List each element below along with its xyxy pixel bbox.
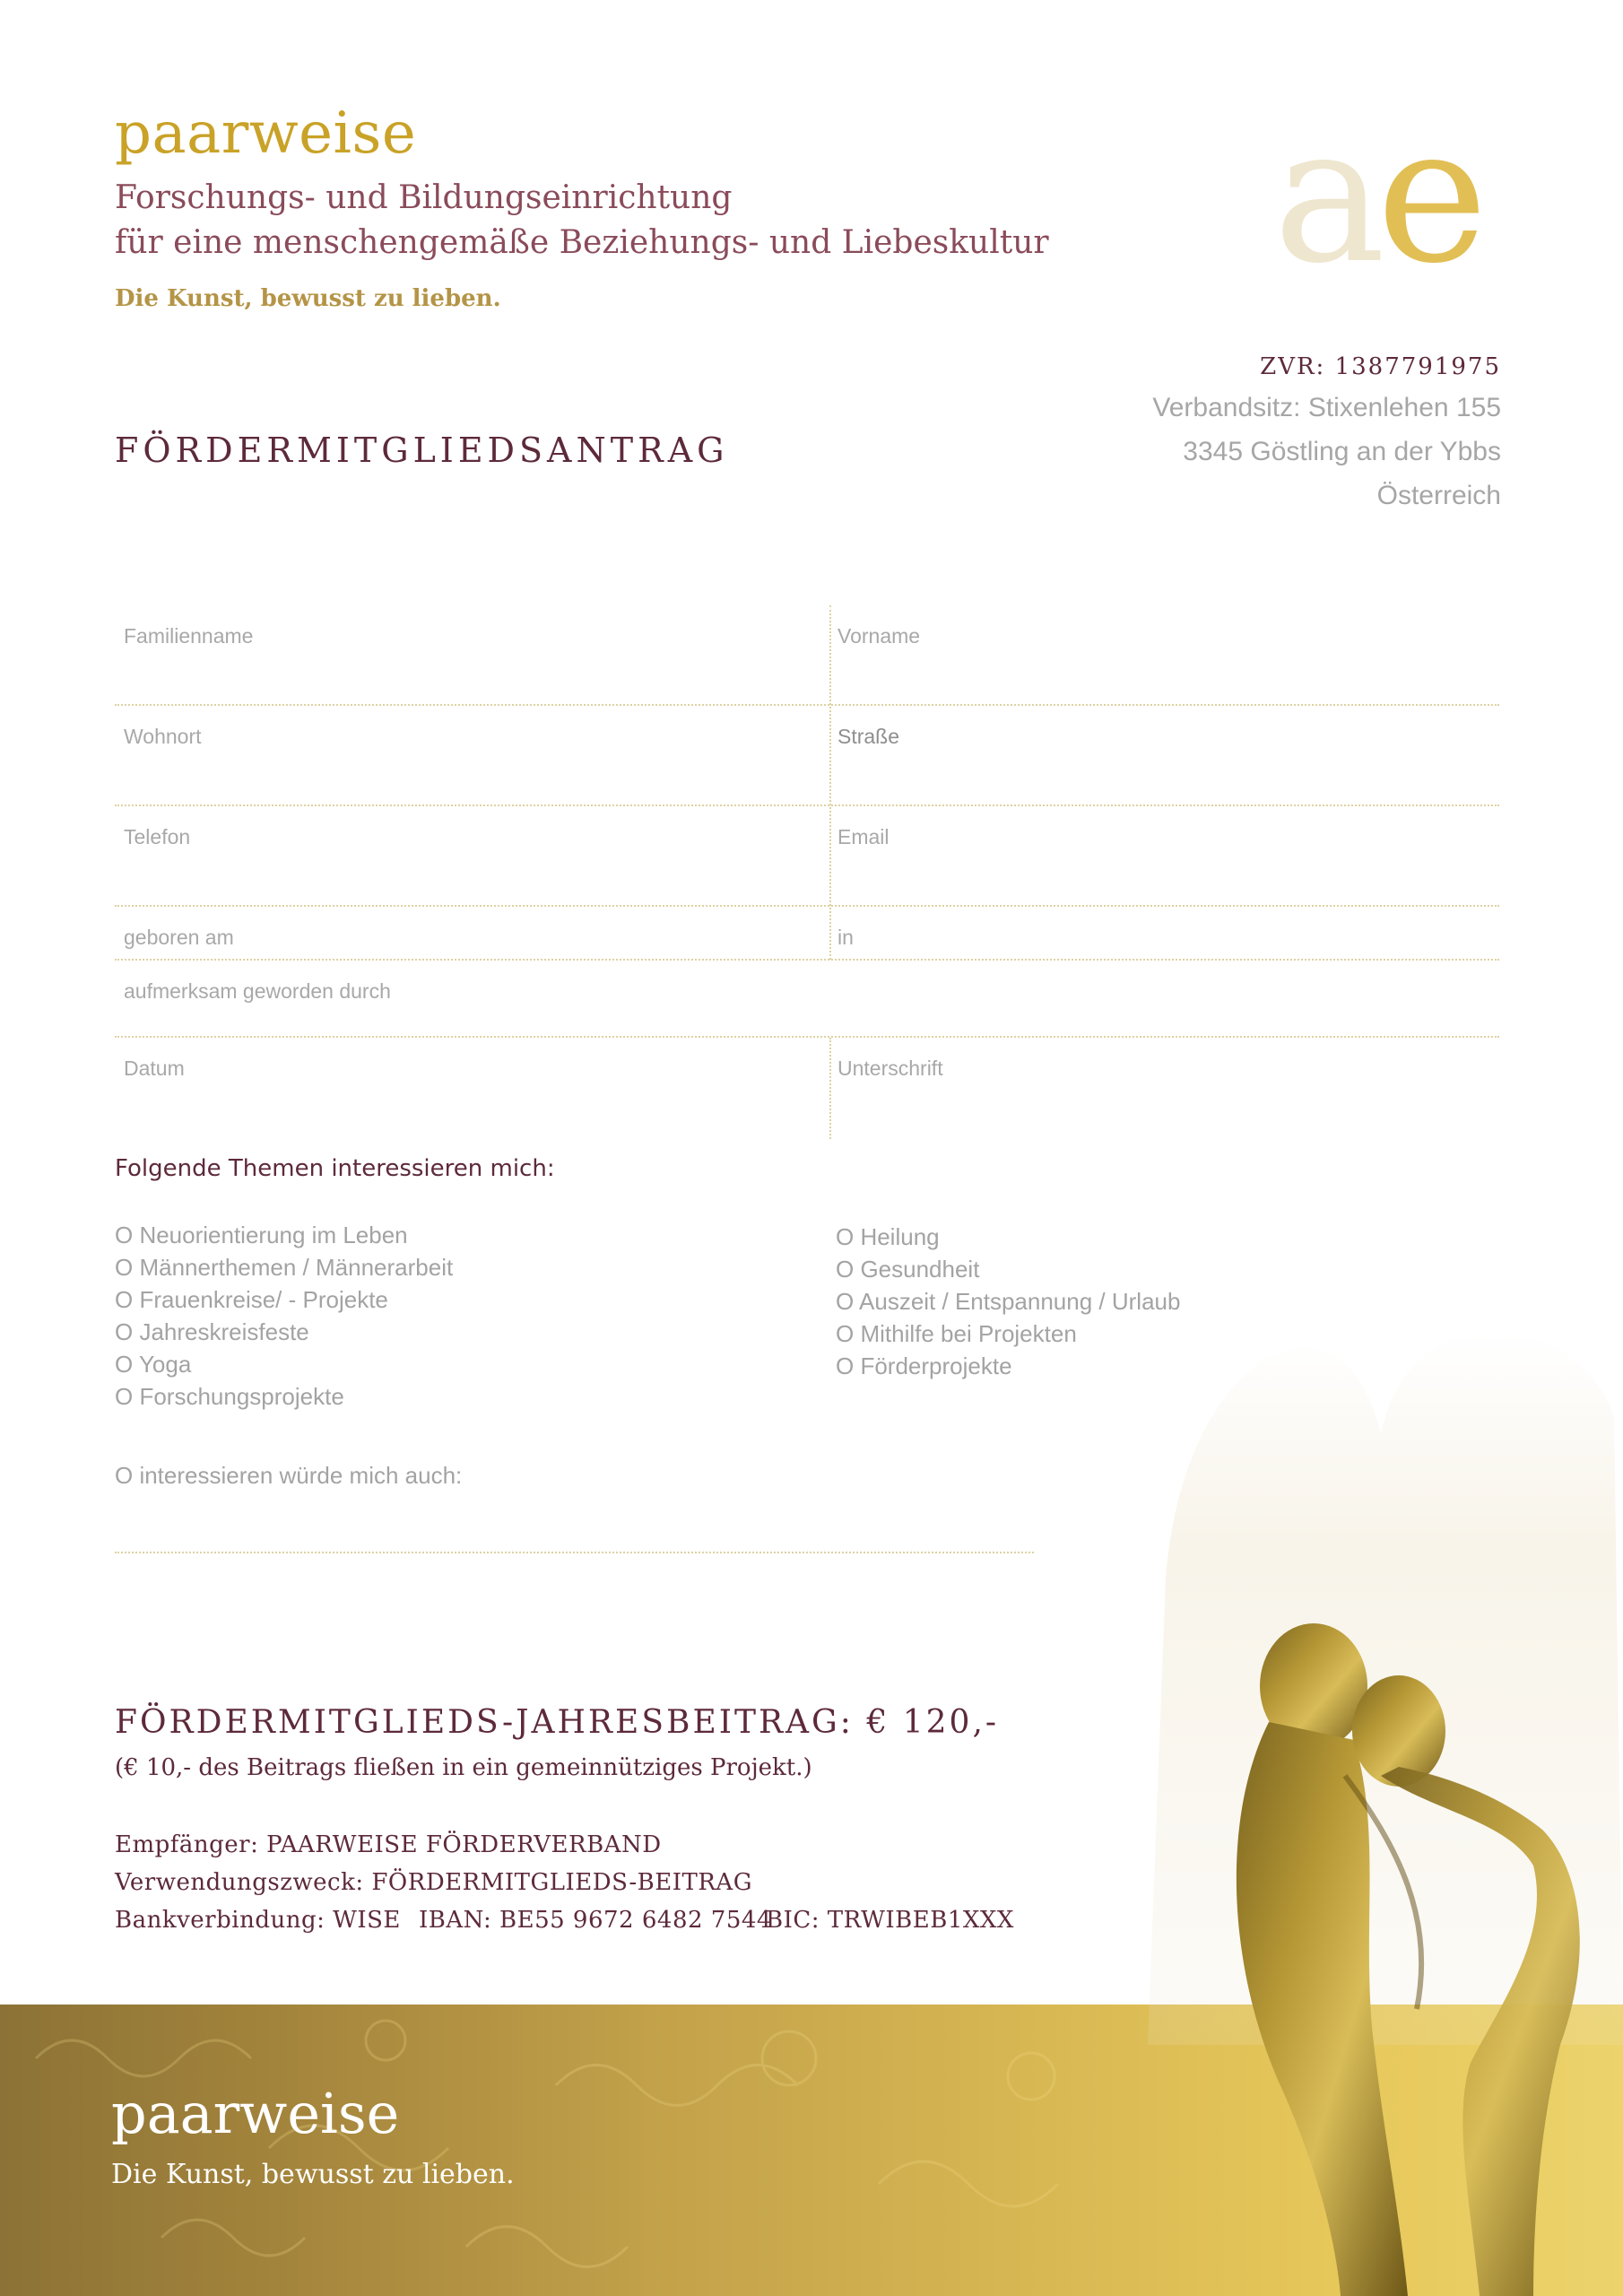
header-tagline: Die Kunst, bewusst zu lieben. [115, 285, 501, 312]
topic-checkbox[interactable]: O Förderprojekte [836, 1352, 1012, 1379]
form-line-5 [115, 1036, 1499, 1038]
topic-checkbox[interactable]: O Neuorientierung im Leben [115, 1222, 408, 1248]
bank-name: Bankverbindung: WISE [115, 1907, 401, 1934]
form-divider-vertical-bottom [829, 1038, 831, 1139]
topic-checkbox[interactable]: O Jahreskreisfeste [115, 1318, 309, 1345]
topic-other-checkbox[interactable]: O interessieren würde mich auch: [115, 1462, 463, 1489]
topic-other-input-line[interactable] [115, 1552, 1034, 1553]
footer-tagline: Die Kunst, bewusst zu lieben. [111, 2159, 515, 2190]
form-line-2 [115, 804, 1499, 806]
field-datum[interactable]: Datum [124, 1057, 185, 1080]
bank-recipient: Empfänger: PAARWEISE FÖRDERVERBAND [115, 1831, 662, 1858]
topic-checkbox[interactable]: O Männerthemen / Männerarbeit [115, 1254, 454, 1281]
subtitle-line-1: Forschungs- und Bildungseinrichtung [115, 179, 733, 216]
topic-checkbox[interactable]: O Heilung [836, 1223, 940, 1250]
topics-heading: Folgende Themen interessieren mich: [115, 1155, 555, 1182]
topic-checkbox[interactable]: O Frauenkreise/ - Projekte [115, 1286, 388, 1313]
topic-checkbox[interactable]: O Mithilfe bei Projekten [836, 1320, 1077, 1347]
svg-text:e: e [1376, 108, 1488, 287]
address-line-3: Österreich [1376, 481, 1501, 510]
fee-note: (€ 10,- des Beitrags fließen in ein gemeinnütziges Projekt.) [115, 1754, 812, 1781]
bank-purpose: Verwendungszweck: FÖRDERMITGLIEDS-BEITRAG [115, 1869, 752, 1896]
bank-bic: BIC: TRWIBEB1XXX [766, 1907, 1014, 1934]
topic-checkbox[interactable]: O Yoga [115, 1351, 192, 1378]
form-line-1 [115, 704, 1499, 706]
field-geburtsort[interactable]: in [838, 926, 854, 949]
address-line-1: Verbandsitz: Stixenlehen 155 [1152, 393, 1501, 422]
field-email[interactable]: Email [838, 825, 890, 848]
field-vorname[interactable]: Vorname [838, 624, 921, 648]
bank-iban: IBAN: BE55 9672 6482 7544 [419, 1907, 772, 1934]
subtitle-line-2: für eine menschengemäße Beziehungs- und Liebeskultur [115, 224, 1049, 261]
field-telefon[interactable]: Telefon [124, 825, 191, 848]
form-title: FÖRDERMITGLIEDSANTRAG [115, 430, 729, 470]
fee-title: FÖRDERMITGLIEDS-JAHRESBEITRAG: € 120,- [115, 1704, 1000, 1741]
svg-text:a: a [1273, 108, 1386, 287]
form-line-3 [115, 905, 1499, 907]
field-geboren-am[interactable]: geboren am [124, 926, 234, 949]
field-unterschrift[interactable]: Unterschrift [838, 1057, 943, 1080]
field-strasse[interactable]: Straße [838, 725, 900, 748]
ae-monogram-logo-icon [1273, 108, 1506, 287]
address-line-2: 3345 Göstling an der Ybbs [1183, 437, 1501, 466]
footer-brand: paarweise [111, 2081, 400, 2146]
form-line-4 [115, 959, 1499, 961]
topic-checkbox[interactable]: O Auszeit / Entspannung / Urlaub [836, 1288, 1181, 1315]
field-wohnort[interactable]: Wohnort [124, 725, 202, 748]
embracing-couple-sculpture-icon [1112, 1238, 1623, 2296]
zvr-number: ZVR: 1387791975 [1260, 353, 1501, 380]
brand-title: paarweise [115, 100, 417, 167]
topic-checkbox[interactable]: O Gesundheit [836, 1256, 980, 1283]
topic-checkbox[interactable]: O Forschungsprojekte [115, 1383, 344, 1410]
field-aufmerksam[interactable]: aufmerksam geworden durch [124, 979, 391, 1003]
field-familienname[interactable]: Familienname [124, 624, 254, 648]
